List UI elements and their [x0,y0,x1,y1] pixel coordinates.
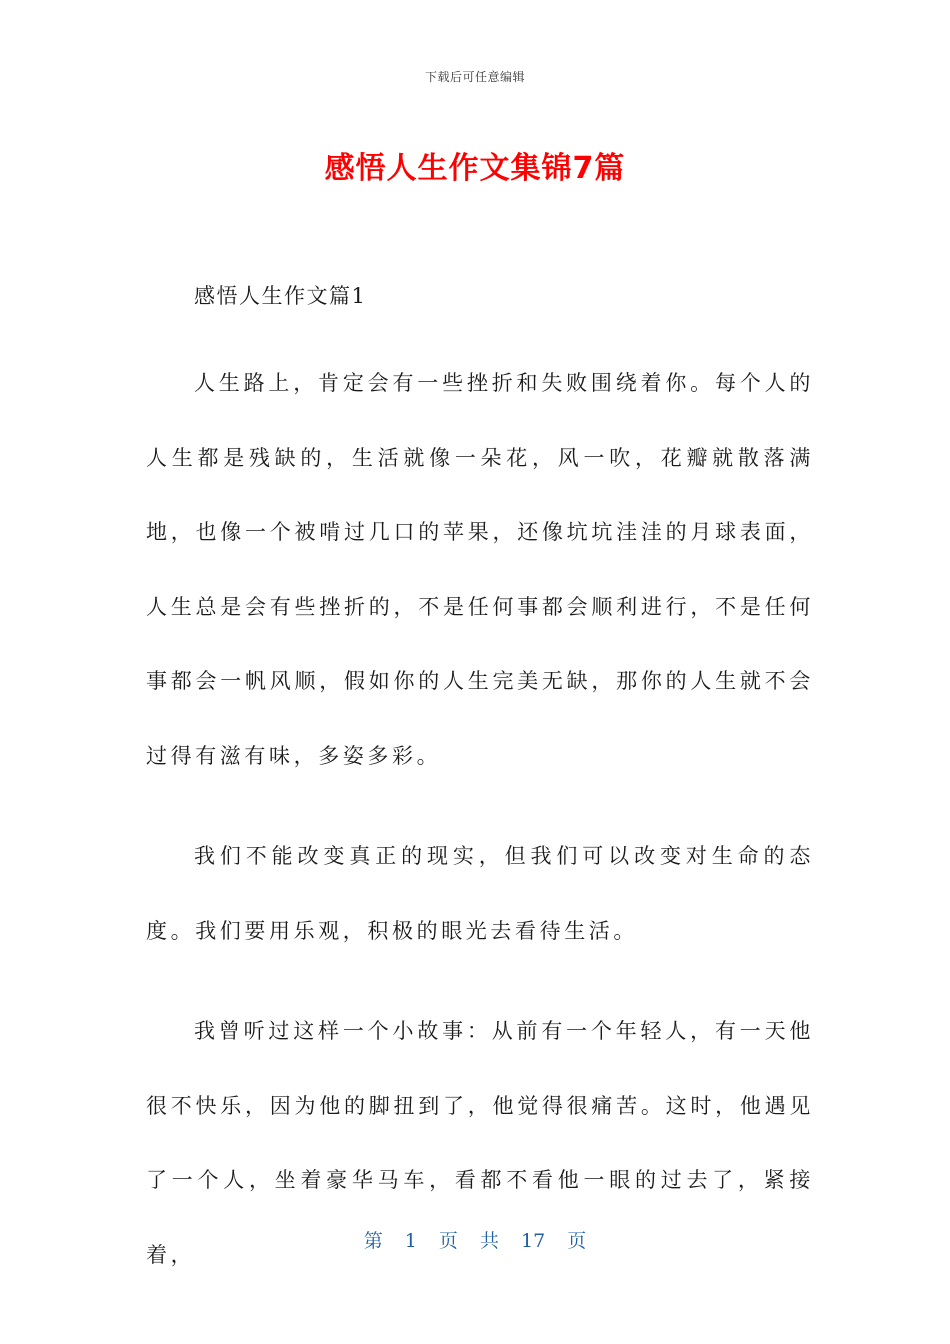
footer-label-ye: 页 [438,1230,458,1252]
footer-label-ye2: 页 [567,1230,587,1252]
footer-label-di: 第 [363,1230,383,1252]
paragraph: 人生路上，肯定会有一些挫折和失败围绕着你。每个人的人生都是残缺的，生活就像一朵花，风一吹，花瓣就散落满地，也像一个被啃过几口的苹果，还像坑坑洼洼的月球表面，人生总是会有些挫折的，不是任何事都会顺利进行，不是任何事都会一帆风顺，假如你的人生完美无缺，那你的人生就不会过得有滋有味，多姿多彩。 [146,371,814,768]
footer-label-gong: 共 [479,1230,499,1252]
section-heading: 感悟人生作文篇1 [194,284,367,308]
document-body [146,272,814,1292]
page-footer [0,1226,950,1253]
document-title: 感悟人生作文集锦7篇 [324,151,626,186]
paragraph: 我们不能改变真正的现实，但我们可以改变对生命的态度。我们要用乐观，积极的眼光去看待生活。 [146,844,814,943]
footer-total-pages: 17 [521,1230,546,1252]
page-header-note: 下载后可任意编辑 [424,70,525,84]
footer-current-page: 1 [404,1230,417,1252]
paragraph: 我曾听过这样一个小故事：从前有一个年轻人，有一天他很不快乐，因为他的脚扭到了，他觉得很痛苦。这时，他遇见了一个人，坐着豪华马车，看都不看他一眼的过去了，紧接着， [146,1019,814,1267]
